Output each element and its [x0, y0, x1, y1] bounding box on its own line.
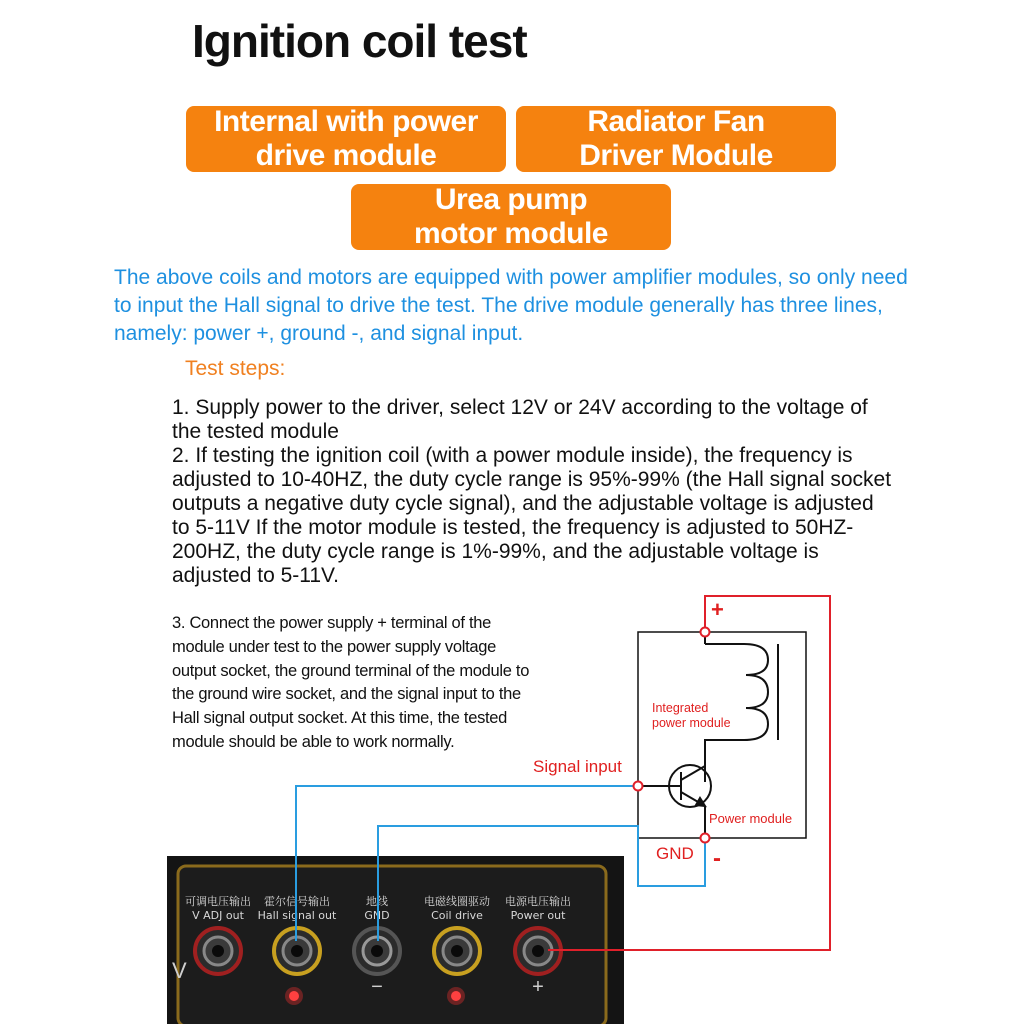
- tester-panel: [167, 856, 624, 1024]
- panel-plus-mark: +: [532, 976, 544, 998]
- steps-text: 1. Supply power to the driver, select 12V or 24V according to the voltage of the tested module 2. If testing the ignition coil (with a power module inside), the frequency is adjusted to 10-40HZ, the duty cycle range is 95%-99% (the Hall signal socket outputs a negative duty cycle signal), and the adjustable voltage is adjusted to 5-11V If the motor module is tested, the frequency is adjusted to 50HZ-200HZ, the duty cycle range is 1%-99%, and the adjustable voltage is adjusted to 5-11V.: [172, 396, 892, 587]
- step3-text: 3. Connect the power supply + terminal of the module under test to the power supply voltage output socket, the ground terminal of the module to the ground wire socket, and the signal input to the Hall signal output socket. At this time, the tested module should be able to work normally.: [172, 614, 530, 751]
- socket-label-cn-vadj: 可调电压输出: [185, 895, 251, 908]
- junction-plus: [701, 628, 710, 637]
- page-title: Ignition coil test: [192, 15, 527, 67]
- tag-label: Radiator Fan Driver Module: [579, 105, 773, 172]
- integrated-label-line2: power module: [652, 716, 731, 730]
- coil-icon: [705, 632, 778, 782]
- panel-minus-mark: −: [371, 976, 383, 998]
- junction-signal: [634, 782, 643, 791]
- power-module-label: Power module: [709, 811, 793, 826]
- socket-label-cn-power: 电源电压输出: [505, 895, 571, 908]
- hall-led-icon: [289, 991, 299, 1001]
- module-outline: [638, 632, 806, 838]
- tag-label: Internal with power drive module: [214, 105, 478, 172]
- socket-label-en-gnd: GND: [364, 909, 390, 922]
- tag-label: Urea pump motor module: [414, 183, 608, 250]
- intro-paragraph: The above coils and motors are equipped with power amplifier modules, so only need to input the Hall signal to drive the test. The drive module generally has three lines, namely: power +, ground -, and signal input.: [114, 266, 908, 345]
- steps-heading: Test steps:: [185, 357, 286, 380]
- socket-coil-drive[interactable]: [434, 928, 480, 974]
- signal-input-label: Signal input: [533, 757, 622, 776]
- socket-label-en-coil: Coil drive: [431, 909, 483, 922]
- integrated-label-line1: Integrated: [652, 701, 709, 715]
- socket-label-en-hall: Hall signal out: [257, 909, 337, 922]
- socket-vadj[interactable]: [195, 928, 241, 974]
- junction-gnd: [701, 834, 710, 843]
- socket-label-en-power: Power out: [510, 909, 566, 922]
- socket-label-cn-hall: 霍尔信号输出: [264, 895, 330, 908]
- panel-v-mark: V: [172, 958, 187, 983]
- plus-label: +: [711, 597, 724, 622]
- socket-label-cn-gnd: 地线: [366, 895, 388, 908]
- coil-led-icon: [451, 991, 461, 1001]
- socket-label-en-vadj: V ADJ out: [192, 909, 244, 922]
- gnd-label: GND: [656, 844, 694, 863]
- socket-label-cn-coil: 电磁线圈驱动: [424, 895, 490, 908]
- transistor-icon: [638, 742, 711, 838]
- minus-label: -: [713, 845, 721, 872]
